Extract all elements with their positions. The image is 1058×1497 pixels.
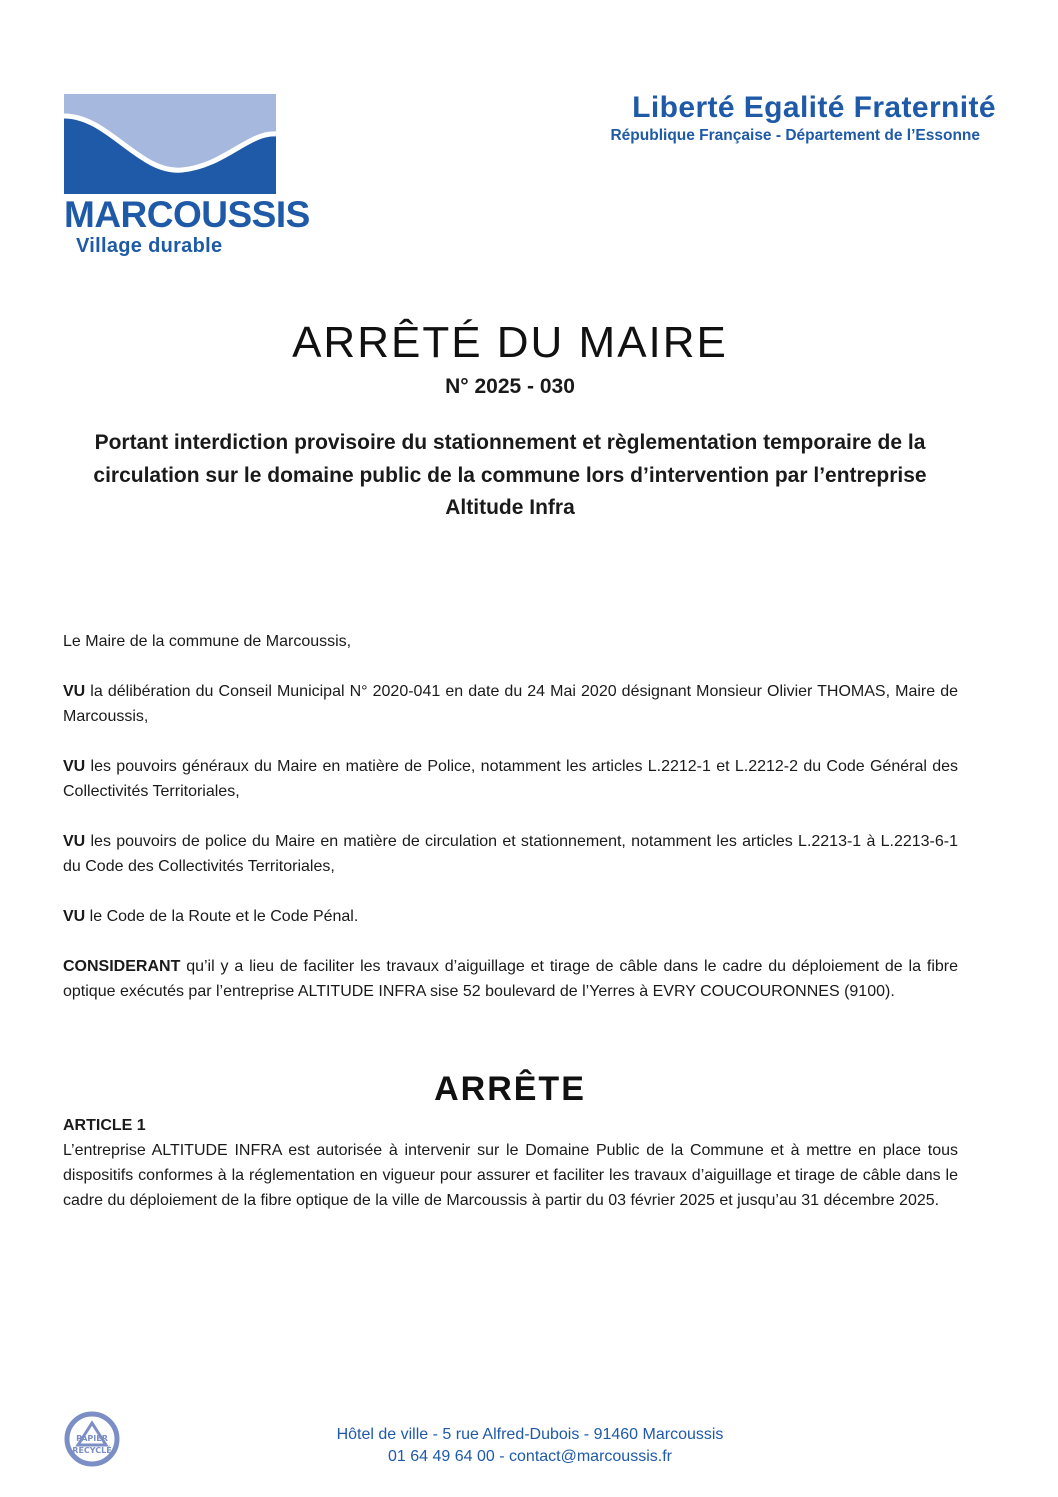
vu-label: VU: [63, 758, 86, 775]
logo-name: MARCOUSSIS: [64, 194, 310, 235]
recycle-text-1: PAPIER: [76, 1434, 108, 1443]
vu-text: le Code de la Route et le Code Pénal.: [85, 908, 359, 925]
recycled-paper-icon: [64, 1411, 120, 1467]
vu-text: les pouvoirs de police du Maire en matière de circulation et stationnement, notamment les articles L.2213-1 à L.2213-6-1 du Code des Collectivités Territoriales,: [63, 833, 958, 875]
vu-paragraph-4: [63, 904, 958, 929]
motto-main: Liberté Egalité Fraternité: [632, 91, 996, 124]
article-title: ARTICLE 1: [63, 1117, 146, 1134]
vu-text: les pouvoirs généraux du Maire en matière de Police, notamment les articles L.2212-1 et L.2212-2 du Code Général des Collectivités Territoriales,: [63, 758, 958, 800]
footer-contact: 01 64 49 64 00 - contact@marcoussis.fr: [388, 1448, 672, 1465]
considerant-label: CONSIDERANT: [63, 958, 181, 975]
article-1: [63, 1113, 958, 1213]
vu-paragraph-3: [63, 829, 958, 879]
decree-number: N° 2025 - 030: [445, 375, 575, 398]
page-title: ARRÊTÉ DU MAIRE: [292, 318, 728, 367]
recycle-text-2: RECYCLÉ: [72, 1446, 112, 1455]
vu-label: VU: [63, 683, 86, 700]
arrete-heading: ARRÊTE: [434, 1070, 586, 1108]
motto-subtitle: République Française - Département de l’Essonne: [610, 127, 980, 144]
logo-wave-icon: [64, 94, 276, 194]
considerant-text: qu’il y a lieu de faciliter les travaux d’aiguillage et tirage de câble dans le cadre du déploiement de la fibre optique exécutés par l’entreprise ALTITUDE INFRA sise 52 boulevard de l’Yerres à EVRY COUCOURONNES (9100).: [63, 958, 958, 1000]
intro-paragraph: Le Maire de la commune de Marcoussis,: [63, 633, 352, 650]
vu-paragraph-1: [63, 679, 958, 729]
vu-label: VU: [63, 833, 86, 850]
footer: [230, 1424, 830, 1468]
vu-text: la délibération du Conseil Municipal N° 2020-041 en date du 24 Mai 2020 désignant Monsieur Olivier THOMAS, Maire de Marcoussis,: [63, 683, 958, 725]
decree-subject: Portant interdiction provisoire du stationnement et règlementation temporaire de la circulation sur le domaine public de la commune lors d’intervention par l’entreprise Altitude Infra: [93, 431, 927, 519]
vu-label: VU: [63, 908, 86, 925]
decree-body: [63, 629, 958, 1029]
logo-subtitle: Village durable: [76, 235, 223, 257]
considerant-paragraph: [63, 954, 958, 1004]
vu-paragraph-2: [63, 754, 958, 804]
footer-address: Hôtel de ville - 5 rue Alfred-Dubois - 91460 Marcoussis: [336, 1426, 724, 1443]
republic-motto: [610, 90, 996, 146]
article-text: L’entreprise ALTITUDE INFRA est autorisée à intervenir sur le Domaine Public de la Commune et à mettre en place tous dispositifs conformes à la réglementation en vigueur pour assurer et faciliter les travaux d’aiguillage et tirage de câble dans le cadre du déploiement de la fibre optique de la ville de Marcoussis à partir du 03 février 2025 et jusqu’au 31 décembre 2025.: [63, 1142, 958, 1209]
marcoussis-logo: [64, 94, 310, 257]
